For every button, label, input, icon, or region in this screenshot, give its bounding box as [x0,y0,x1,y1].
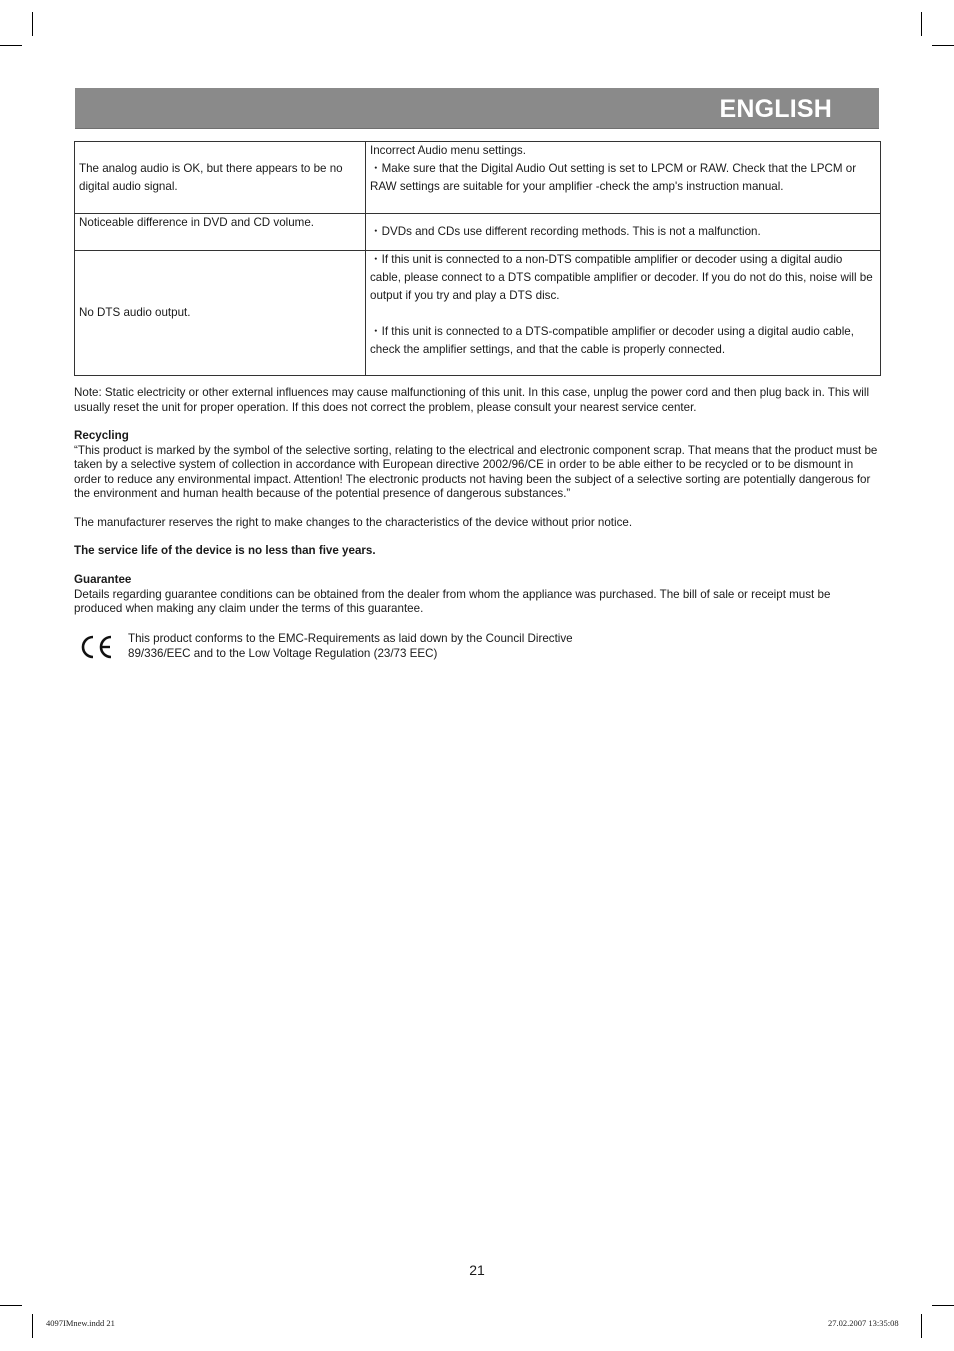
recycling-text: “This product is marked by the symbol of the selective sorting, relating to the electrical and electronic component scrap. That means that the product must be taken by a selective system of collection in accordance with European directive 2002/96/CE in order to be able either to be recycled or to be dismount in order to reduce any environmental impact. Attention! The electronic products not having been the subject of a selective sorting are potentially dangerous for the environment and human health because of the potential presence of dangerous substances.” [74,443,878,500]
solution-text: ・If this unit is connected to a DTS-compatible amplifier or decoder using a digital audio cable, check the amplifier settings, and that the cable is properly connected. [370,325,854,356]
crop-mark [32,12,33,36]
slug-timestamp: 27.02.2007 13:35:08 [828,1318,899,1328]
page-number: 21 [469,1262,485,1278]
crop-mark [0,1305,22,1306]
solution-text: ・Make sure that the Digital Audio Out setting is set to LPCM or RAW. Check that the LPCM or RAW settings are suitable for your amplifier -check the amp's instruction manual. [370,162,857,193]
language-title: ENGLISH [719,95,832,123]
crop-mark [0,45,22,46]
ce-conformity-text [128,632,628,661]
ce-text-line: This product conforms to the EMC-Requirements as laid down by the Council Directive [128,632,573,645]
crop-mark [921,1314,922,1338]
language-header-bar [75,88,879,129]
guarantee-section [74,573,880,617]
note-text: Note: Static electricity or other external influences may cause malfunctioning of this unit. In this case, unplug the power cord and then plug back in. This will usually reset the unit for proper operation. If this does not correct the problem, please consult your nearest service center. [74,386,870,414]
service-life-text: The service life of the device is no less than five years. [74,544,376,557]
symptom-cell: Noticeable difference in DVD and CD volume. [75,214,366,251]
slug-file: 4097IMnew.indd 21 [46,1318,115,1328]
crop-mark [32,1314,33,1338]
note-paragraph [74,386,880,415]
table-row [75,142,881,214]
crop-mark [932,45,954,46]
ce-mark-icon [78,634,114,660]
solution-text: ・If this unit is connected to a non-DTS compatible amplifier or decoder using a digital audio cable, please connect to a DTS compatible amplifier or decoder. If you do not do this, noise will be output if you try and play a DTS disc. [370,253,873,302]
crop-mark [932,1305,954,1306]
guarantee-heading: Guarantee [74,573,132,586]
recycling-section [74,429,880,502]
troubleshooting-table [74,141,881,376]
solution-cell [366,214,881,251]
solution-text: Incorrect Audio menu settings. [370,144,526,157]
table-row [75,251,881,376]
symptom-cell: The analog audio is OK, but there appears to be no digital audio signal. [75,142,366,214]
solution-text: ・DVDs and CDs use different recording methods. This is not a malfunction. [370,225,761,238]
manufacturer-note [74,516,880,531]
symptom-cell: No DTS audio output. [75,251,366,376]
crop-mark [921,12,922,36]
manufacturer-note-text: The manufacturer reserves the right to make changes to the characteristics of the device without prior notice. [74,516,633,529]
recycling-heading: Recycling [74,429,129,442]
ce-text-line: 89/336/EEC and to the Low Voltage Regulation (23/73 EEC) [128,646,438,660]
guarantee-text: Details regarding guarantee conditions can be obtained from the dealer from whom the appliance was purchased. The bill of sale or receipt must be produced when making any claim under the terms of this guarantee. [74,587,831,615]
service-life [74,544,880,559]
table-row [75,214,881,251]
solution-cell [366,142,881,214]
solution-cell [366,251,881,376]
